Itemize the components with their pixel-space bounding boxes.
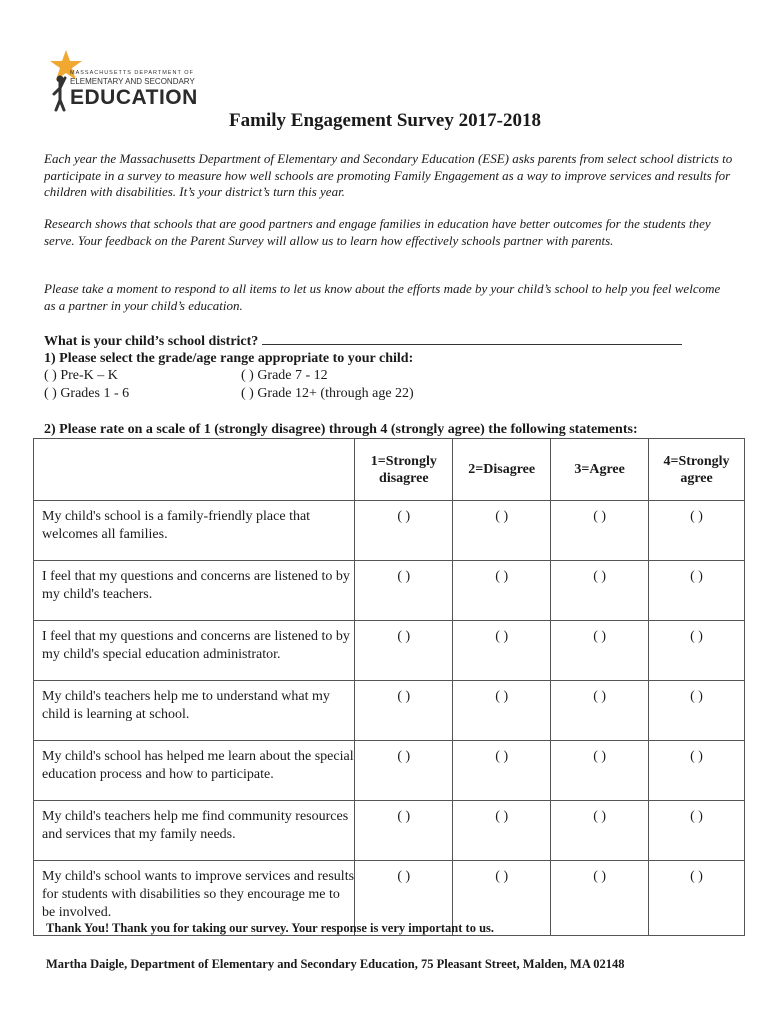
header-disagree: 2=Disagree [453,439,551,501]
rating-option-4[interactable]: ( ) [649,561,745,621]
rating-header-row [34,439,745,501]
rating-option-4[interactable]: ( ) [649,861,745,936]
logo-line-3: EDUCATION [70,86,198,109]
table-row [34,561,745,621]
rating-option-2[interactable]: ( ) [453,681,551,741]
rating-option-2[interactable]: ( ) [453,801,551,861]
header-strongly-disagree: 1=Strongly disagree [355,439,453,501]
rating-option-4[interactable]: ( ) [649,741,745,801]
statement-text: My child's teachers help me to understand what my child is learning at school. [34,681,355,741]
intro-paragraph-3: Please take a moment to respond to all items to let us know about the efforts made by your child’s school to help you feel welcome as a partner in your child’s education. [44,281,721,313]
district-question-label: What is your child’s school district? [44,334,259,349]
rating-option-1[interactable]: ( ) [355,861,453,936]
table-row [34,741,745,801]
rating-option-3[interactable]: ( ) [551,501,649,561]
q1-option-prek[interactable]: ( ) Pre-K – K [44,368,118,383]
header-agree: 3=Agree [551,439,649,501]
rating-option-3[interactable]: ( ) [551,801,649,861]
rating-option-2[interactable]: ( ) [453,861,551,936]
rating-option-1[interactable]: ( ) [355,621,453,681]
rating-option-1[interactable]: ( ) [355,801,453,861]
rating-option-3[interactable]: ( ) [551,561,649,621]
page-title: Family Engagement Survey 2017-2018 [229,110,541,131]
rating-option-3[interactable]: ( ) [551,861,649,936]
rating-option-1[interactable]: ( ) [355,681,453,741]
rating-option-4[interactable]: ( ) [649,801,745,861]
q1-option-grade12plus[interactable]: ( ) Grade 12+ (through age 22) [241,386,414,401]
rating-option-3[interactable]: ( ) [551,621,649,681]
contact-address: Martha Daigle, Department of Elementary and Secondary Education, 75 Pleasant Street, Malden, MA 02148 [46,957,625,971]
intro-paragraph-2: Research shows that schools that are good partners and engage families in education have better outcomes for the students they serve. Your feedback on the Parent Survey will allow us to learn how effectively schools partner with parents. [44,216,711,248]
rating-option-1[interactable]: ( ) [355,501,453,561]
q1-option-grades1-6[interactable]: ( ) Grades 1 - 6 [44,386,130,401]
statement-text: My child's school has helped me learn about the special education process and how to participate. [34,741,355,801]
q2-label: 2) Please rate on a scale of 1 (strongly disagree) through 4 (strongly agree) the following statements: [44,422,638,437]
header-strongly-agree: 4=Strongly agree [649,439,745,501]
logo-line-1: MASSACHUSETTS DEPARTMENT OF [70,70,194,76]
rating-option-2[interactable]: ( ) [453,621,551,681]
rating-option-1[interactable]: ( ) [355,741,453,801]
rating-option-3[interactable]: ( ) [551,681,649,741]
rating-option-4[interactable]: ( ) [649,621,745,681]
statement-text: My child's teachers help me find community resources and services that my family needs. [34,801,355,861]
table-row [34,801,745,861]
table-row [34,501,745,561]
district-answer-field[interactable] [262,332,682,345]
q1-option-grade7-12[interactable]: ( ) Grade 7 - 12 [241,368,328,383]
intro-paragraph-1: Each year the Massachusetts Department of Elementary and Secondary Education (ESE) asks parents from select school districts to participate in a survey to measure how well schools are promoting Family Engagement as a way to improve services and results for children with disabilities. It’s your district’s turn this year. [44,151,733,199]
rating-option-3[interactable]: ( ) [551,741,649,801]
rating-option-2[interactable]: ( ) [453,561,551,621]
rating-option-2[interactable]: ( ) [453,501,551,561]
q1-label: 1) Please select the grade/age range appropriate to your child: [44,351,414,366]
thank-you-note: Thank You! Thank you for taking our survey. Your response is very important to us. [46,921,495,935]
ese-logo [46,48,211,114]
rating-option-4[interactable]: ( ) [649,681,745,741]
logo-line-2: ELEMENTARY AND SECONDARY [70,77,195,86]
statement-text: I feel that my questions and concerns are listened to by my child's teachers. [34,561,355,621]
table-row [34,621,745,681]
statement-text: My child's school wants to improve services and results for students with disabilities so they encourage me to be involved. [34,861,355,936]
statement-text: I feel that my questions and concerns are listened to by my child's special education administrator. [34,621,355,681]
district-question [44,332,682,350]
rating-option-1[interactable]: ( ) [355,561,453,621]
rating-table [33,438,745,936]
rating-option-4[interactable]: ( ) [649,501,745,561]
table-row [34,681,745,741]
header-blank [34,439,355,501]
rating-option-2[interactable]: ( ) [453,741,551,801]
statement-text: My child's school is a family-friendly place that welcomes all families. [34,501,355,561]
